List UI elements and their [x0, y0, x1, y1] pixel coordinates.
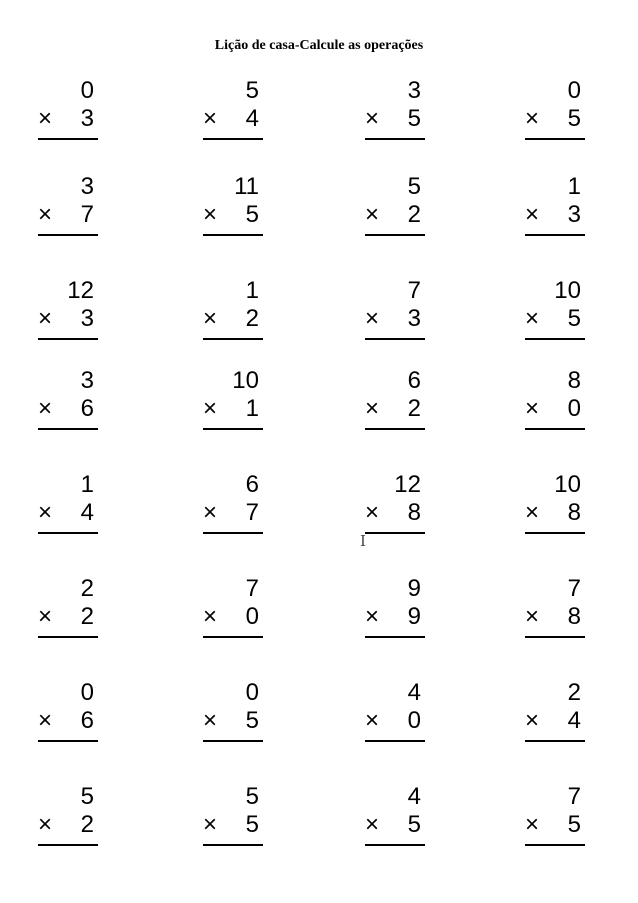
multiplier: 8: [567, 499, 581, 526]
multiplicand: 10: [554, 277, 581, 304]
answer-line: [365, 636, 425, 638]
multiplication-problem: [365, 472, 425, 534]
multiply-sign: ×: [38, 105, 53, 132]
multiplication-problem: [38, 784, 98, 846]
multiplicand: 5: [80, 783, 94, 810]
multiplicand: 5: [245, 783, 259, 810]
multiply-sign: ×: [525, 707, 540, 734]
multiplicand: 1: [567, 173, 581, 200]
multiplicand: 0: [567, 77, 581, 104]
multiply-sign: ×: [203, 305, 218, 332]
multiplier: 4: [80, 499, 94, 526]
multiply-sign: ×: [525, 395, 540, 422]
multiply-sign: ×: [38, 603, 53, 630]
multiply-sign: ×: [365, 603, 380, 630]
multiplier: 2: [407, 395, 421, 422]
multiplier: 3: [407, 305, 421, 332]
multiplier: 5: [407, 105, 421, 132]
multiplier: 2: [245, 305, 259, 332]
answer-line: [38, 234, 98, 236]
multiplication-problem: [365, 278, 425, 340]
multiply-sign: ×: [203, 707, 218, 734]
multiplier: 4: [567, 707, 581, 734]
multiplier: 9: [407, 603, 421, 630]
multiplicand: 2: [80, 575, 94, 602]
multiplication-problem: [203, 368, 263, 430]
text-cursor-icon: I: [360, 532, 366, 550]
multiply-sign: ×: [38, 499, 53, 526]
multiplicand: 0: [245, 679, 259, 706]
multiplicand: 6: [407, 367, 421, 394]
answer-line: [525, 740, 585, 742]
multiplication-problem: [38, 78, 98, 140]
multiplier: 3: [80, 305, 94, 332]
answer-line: [525, 234, 585, 236]
answer-line: [365, 532, 425, 534]
multiplier: 6: [80, 395, 94, 422]
answer-line: [365, 428, 425, 430]
multiplication-problem: [525, 784, 585, 846]
multiply-sign: ×: [525, 603, 540, 630]
multiplicand: 0: [80, 77, 94, 104]
answer-line: [365, 740, 425, 742]
answer-line: [203, 428, 263, 430]
multiplicand: 5: [245, 77, 259, 104]
page-title: Lição de casa-Calcule as operações: [214, 38, 424, 53]
multiply-sign: ×: [365, 305, 380, 332]
multiplicand: 11: [234, 173, 259, 200]
answer-line: [203, 338, 263, 340]
multiply-sign: ×: [525, 105, 540, 132]
answer-line: [525, 844, 585, 846]
multiplication-problem: [203, 278, 263, 340]
multiplication-problem: [525, 368, 585, 430]
answer-line: [38, 636, 98, 638]
multiplier: 5: [245, 707, 259, 734]
multiplier: 5: [567, 305, 581, 332]
multiplication-problem: [38, 278, 98, 340]
multiplicand: 1: [80, 471, 94, 498]
multiplicand: 3: [80, 173, 94, 200]
multiplicand: 10: [554, 471, 581, 498]
multiply-sign: ×: [365, 811, 380, 838]
answer-line: [38, 532, 98, 534]
multiplicand: 1: [245, 277, 259, 304]
multiply-sign: ×: [525, 499, 540, 526]
multiplier: 0: [245, 603, 259, 630]
answer-line: [38, 428, 98, 430]
multiplication-problem: [38, 368, 98, 430]
multiplication-problem: [203, 576, 263, 638]
multiplier: 5: [245, 201, 259, 228]
multiply-sign: ×: [203, 105, 218, 132]
answer-line: [365, 844, 425, 846]
answer-line: [38, 740, 98, 742]
multiplication-problem: [525, 576, 585, 638]
multiplication-problem: [525, 78, 585, 140]
multiplier: 3: [567, 201, 581, 228]
answer-line: [203, 844, 263, 846]
multiply-sign: ×: [365, 499, 380, 526]
multiplicand: 12: [394, 471, 421, 498]
multiply-sign: ×: [203, 395, 218, 422]
answer-line: [38, 138, 98, 140]
multiplication-problem: [38, 576, 98, 638]
multiplier: 8: [567, 603, 581, 630]
answer-line: [525, 428, 585, 430]
multiply-sign: ×: [525, 811, 540, 838]
multiply-sign: ×: [365, 201, 380, 228]
multiplier: 0: [407, 707, 421, 734]
multiplication-problem: [203, 472, 263, 534]
multiplication-problem: [365, 368, 425, 430]
multiplication-problem: [365, 78, 425, 140]
multiply-sign: ×: [365, 395, 380, 422]
multiplicand: 7: [567, 783, 581, 810]
answer-line: [525, 532, 585, 534]
multiplier: 6: [80, 707, 94, 734]
multiplication-problem: [525, 174, 585, 236]
answer-line: [38, 338, 98, 340]
multiplicand: 4: [407, 679, 421, 706]
multiplicand: 2: [567, 679, 581, 706]
multiplier: 5: [567, 105, 581, 132]
multiplicand: 10: [232, 367, 259, 394]
multiplication-problem: [38, 680, 98, 742]
multiplicand: 7: [567, 575, 581, 602]
multiplicand: 6: [245, 471, 259, 498]
multiplier: 2: [80, 811, 94, 838]
multiplication-problem: [38, 174, 98, 236]
multiplicand: 9: [407, 575, 421, 602]
multiplier: 0: [567, 395, 581, 422]
answer-line: [203, 138, 263, 140]
answer-line: [203, 532, 263, 534]
multiplicand: 8: [567, 367, 581, 394]
multiplication-problem: [525, 472, 585, 534]
multiplier: 5: [245, 811, 259, 838]
multiply-sign: ×: [525, 305, 540, 332]
multiplication-problem: [203, 784, 263, 846]
multiplicand: 7: [407, 277, 421, 304]
multiplication-problem: [525, 680, 585, 742]
multiplication-problem: [203, 174, 263, 236]
multiplier: 2: [80, 603, 94, 630]
multiplication-problem: [203, 78, 263, 140]
multiplier: 4: [245, 105, 259, 132]
multiplicand: 7: [245, 575, 259, 602]
multiply-sign: ×: [203, 499, 218, 526]
multiplication-problem: [38, 472, 98, 534]
answer-line: [365, 338, 425, 340]
multiplier: 1: [245, 395, 259, 422]
multiply-sign: ×: [525, 201, 540, 228]
multiplication-problem: [365, 174, 425, 236]
multiply-sign: ×: [203, 603, 218, 630]
multiplicand: 12: [67, 277, 94, 304]
multiplier: 8: [407, 499, 421, 526]
multiplier: 2: [407, 201, 421, 228]
multiplication-problem: [525, 278, 585, 340]
multiplicand: 5: [407, 173, 421, 200]
answer-line: [203, 636, 263, 638]
multiply-sign: ×: [38, 395, 53, 422]
multiplicand: 3: [80, 367, 94, 394]
multiply-sign: ×: [203, 811, 218, 838]
multiplier: 5: [407, 811, 421, 838]
multiplier: 7: [245, 499, 259, 526]
multiplicand: 3: [407, 77, 421, 104]
multiplier: 7: [80, 201, 94, 228]
multiply-sign: ×: [38, 201, 53, 228]
answer-line: [525, 138, 585, 140]
multiplicand: 0: [80, 679, 94, 706]
answer-line: [525, 636, 585, 638]
answer-line: [203, 740, 263, 742]
answer-line: [203, 234, 263, 236]
multiply-sign: ×: [365, 105, 380, 132]
multiplier: 5: [567, 811, 581, 838]
multiply-sign: ×: [38, 305, 53, 332]
multiply-sign: ×: [38, 811, 53, 838]
multiplication-problem: [365, 784, 425, 846]
multiplication-problem: [365, 680, 425, 742]
answer-line: [38, 844, 98, 846]
multiplication-problem: [203, 680, 263, 742]
multiplication-problem: [365, 576, 425, 638]
multiplicand: 4: [407, 783, 421, 810]
multiplier: 3: [80, 105, 94, 132]
multiply-sign: ×: [365, 707, 380, 734]
multiply-sign: ×: [38, 707, 53, 734]
answer-line: [365, 234, 425, 236]
multiply-sign: ×: [203, 201, 218, 228]
answer-line: [525, 338, 585, 340]
answer-line: [365, 138, 425, 140]
